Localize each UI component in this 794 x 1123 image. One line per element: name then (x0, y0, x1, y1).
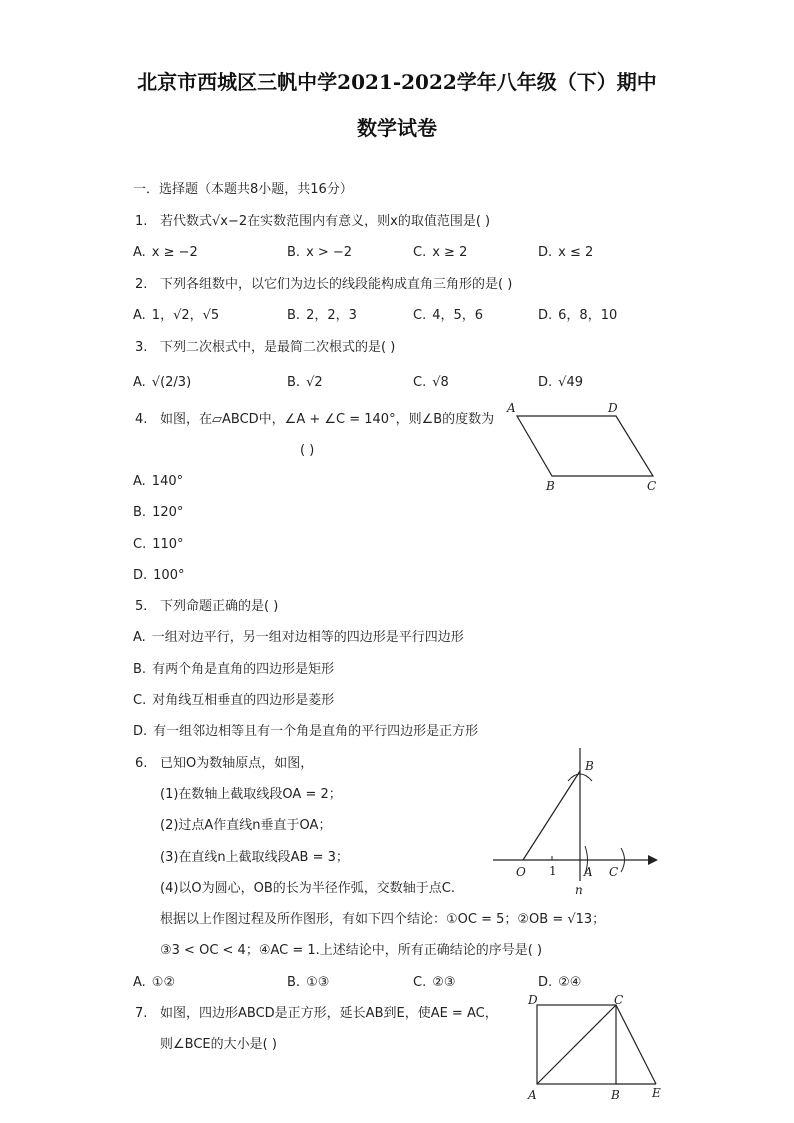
question-7-text: 如图，四边形ABCD是正方形，延长AB到E，使AE = AC， (160, 1006, 498, 1021)
q4-option-c[interactable]: C. 110° (133, 537, 184, 552)
page-subtitle: 数学试卷 (357, 116, 437, 140)
label-1: 1 (549, 864, 557, 878)
q2-option-d[interactable]: D. 6，8，10 (538, 308, 618, 323)
label-c: C (647, 479, 657, 493)
step-2: (2)过点A作直线n垂直于OA； (160, 818, 332, 833)
question-6-text: 已知O为数轴原点，如图， (160, 756, 314, 771)
label-a: A (507, 401, 516, 415)
number-line-figure (488, 748, 663, 898)
label-d: D (608, 401, 618, 415)
q1-option-b[interactable]: B. x > −2 (287, 245, 353, 260)
label-n: n (575, 883, 583, 897)
q5-option-b[interactable]: B. 有两个角是直角的四边形是矩形 (133, 662, 335, 677)
square-figure (522, 993, 672, 1103)
q2-option-c[interactable]: C. 4，5，6 (413, 308, 484, 323)
label-a: A (584, 865, 593, 879)
question-number: 5. (135, 599, 148, 614)
step-4: (4)以O为圆心，OB的长为半径作弧，交数轴于点C. (160, 881, 456, 896)
parallelogram-figure (500, 398, 670, 493)
label-b: B (585, 759, 594, 773)
question-number: 3. (135, 340, 148, 355)
step-3: (3)在直线n上截取线段AB = 3； (160, 850, 349, 865)
axis-arrow (648, 855, 658, 865)
question-number: 2. (135, 277, 148, 292)
q6-option-d[interactable]: D. ②④ (538, 975, 582, 990)
conclusion-line-1: 根据以上作图过程及所作图形，有如下四个结论：①OC = 5；②OB = √13； (160, 912, 606, 927)
q4-option-a[interactable]: A. 140° (133, 474, 184, 489)
q5-option-c[interactable]: C. 对角线互相垂直的四边形是菱形 (133, 693, 335, 708)
q6-option-c[interactable]: C. ②③ (413, 975, 456, 990)
question-number: 7. (135, 1006, 148, 1021)
parallelogram-shape (517, 416, 653, 476)
q1-option-d[interactable]: D. x ≤ 2 (538, 245, 594, 260)
q2-option-b[interactable]: B. 2，2，3 (287, 308, 357, 323)
q5-option-d[interactable]: D. 有一组邻边相等且有一个角是直角的平行四边形是正方形 (133, 724, 479, 739)
question-7-text-2: 则∠BCE的大小是( ) (160, 1037, 277, 1052)
question-number: 4. (135, 412, 148, 427)
q1-option-a[interactable]: A. x ≥ −2 (133, 245, 198, 260)
q4-option-b[interactable]: B. 120° (133, 505, 184, 520)
label-b: B (546, 479, 555, 493)
question-5-text: 下列命题正确的是( ) (160, 599, 279, 614)
label-a: A (528, 1088, 537, 1102)
question-2-text: 下列各组数中，以它们为边长的线段能构成直角三角形的是( ) (160, 277, 513, 292)
page-title: 北京市西城区三帆中学2021-2022学年八年级（下）期中 (137, 70, 657, 94)
q6-option-a[interactable]: A. ①② (133, 975, 176, 990)
segment-ce (616, 1005, 656, 1084)
q3-option-b[interactable]: B. √2 (287, 375, 323, 390)
step-1: (1)在数轴上截取线段OA = 2； (160, 787, 342, 802)
answer-paren: ( ) (300, 443, 315, 458)
question-number: 6. (135, 756, 148, 771)
label-d: D (528, 993, 538, 1007)
label-e: E (652, 1086, 661, 1100)
conclusion-line-2: ③3 < OC < 4；④AC = 1.上述结论中，所有正确结论的序号是( ) (160, 943, 543, 958)
q6-option-b[interactable]: B. ①③ (287, 975, 330, 990)
section-heading: 一．选择题（本题共8小题，共16分） (133, 182, 353, 197)
label-o: O (516, 865, 526, 879)
q2-option-a[interactable]: A. 1，√2，√5 (133, 308, 220, 323)
q5-option-a[interactable]: A. 一组对边平行，另一组对边相等的四边形是平行四边形 (133, 630, 464, 645)
question-number: 1. (135, 214, 148, 229)
label-c: C (609, 865, 619, 879)
label-b: B (611, 1088, 620, 1102)
question-1-text: 若代数式√x−2在实数范围内有意义，则x的取值范围是( ) (160, 214, 491, 229)
q3-option-a[interactable]: A. √(2/3) (133, 375, 192, 390)
q4-option-d[interactable]: D. 100° (133, 568, 185, 583)
q1-option-c[interactable]: C. x ≥ 2 (413, 245, 468, 260)
diagonal-ac (537, 1005, 616, 1084)
question-4-text: 如图，在▱ABCD中，∠A + ∠C = 140°，则∠B的度数为 (160, 412, 495, 427)
q3-option-c[interactable]: C. √8 (413, 375, 449, 390)
question-3-text: 下列二次根式中，是最简二次根式的是( ) (160, 340, 396, 355)
segment-ob (523, 771, 580, 860)
label-c: C (614, 993, 624, 1007)
q3-option-d[interactable]: D. √49 (538, 375, 583, 390)
